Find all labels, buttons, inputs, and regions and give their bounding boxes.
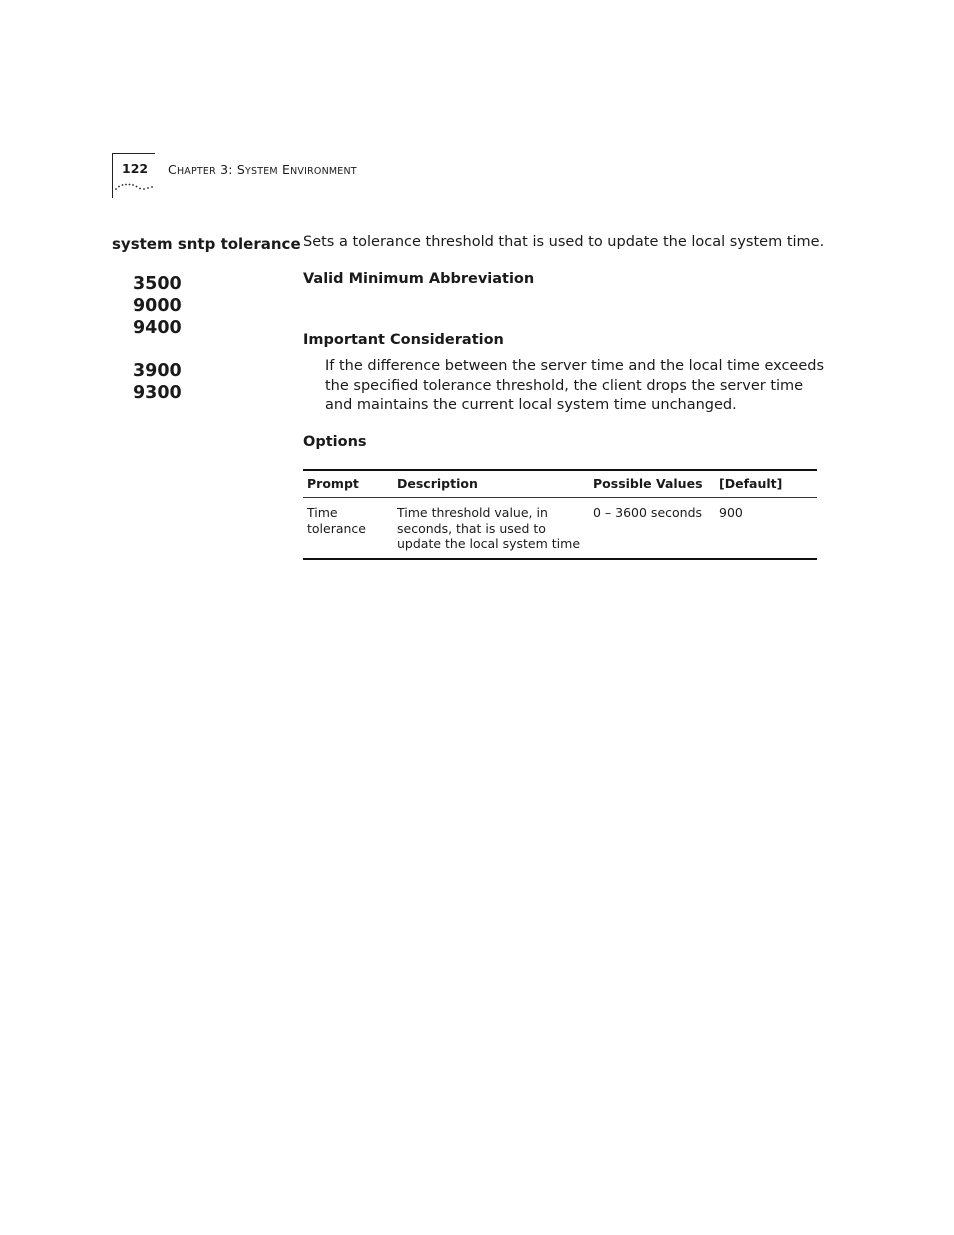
table-row: [303, 498, 817, 559]
column-header-default: [Default]: [715, 470, 817, 498]
cell-possible-values: 0 – 3600 seconds: [593, 505, 703, 520]
column-header-prompt: Prompt: [303, 470, 393, 498]
table-header-row: [303, 470, 817, 498]
options-heading: Options: [303, 434, 367, 450]
cell-prompt: Time tolerance: [307, 505, 366, 536]
page-number: 122: [122, 161, 149, 176]
command-description: Sets a tolerance threshold that is used to update the local system time.: [303, 234, 825, 250]
model-number: 9000: [133, 296, 182, 316]
model-number: 3500: [133, 274, 182, 294]
model-list-group-2: [133, 360, 182, 404]
chapter-title: CHAPTER 3: SYSTEM ENVIRONMENT: [168, 162, 357, 177]
model-number: 9300: [133, 383, 182, 403]
dotted-decoration: [114, 180, 156, 192]
model-number: 9400: [133, 318, 182, 338]
model-list-group-1: [133, 273, 182, 339]
column-header-possible-values: Possible Values: [589, 470, 715, 498]
options-table: [303, 469, 817, 560]
cell-description: Time threshold value, in seconds, that is used to update the local system time: [397, 505, 581, 551]
column-header-description: Description: [393, 470, 589, 498]
model-number: 3900: [133, 361, 182, 381]
valid-min-abbrev-heading: Valid Minimum Abbreviation: [303, 271, 535, 287]
important-consideration-heading: Important Consideration: [303, 332, 504, 348]
consideration-text: If the difference between the server time and the local time exceeds the specified tolerance threshold, the client drops the server time and maintains the current local system time unchanged.: [325, 358, 825, 414]
command-title: system sntp tolerance: [112, 235, 301, 253]
cell-default: 900: [719, 505, 743, 520]
